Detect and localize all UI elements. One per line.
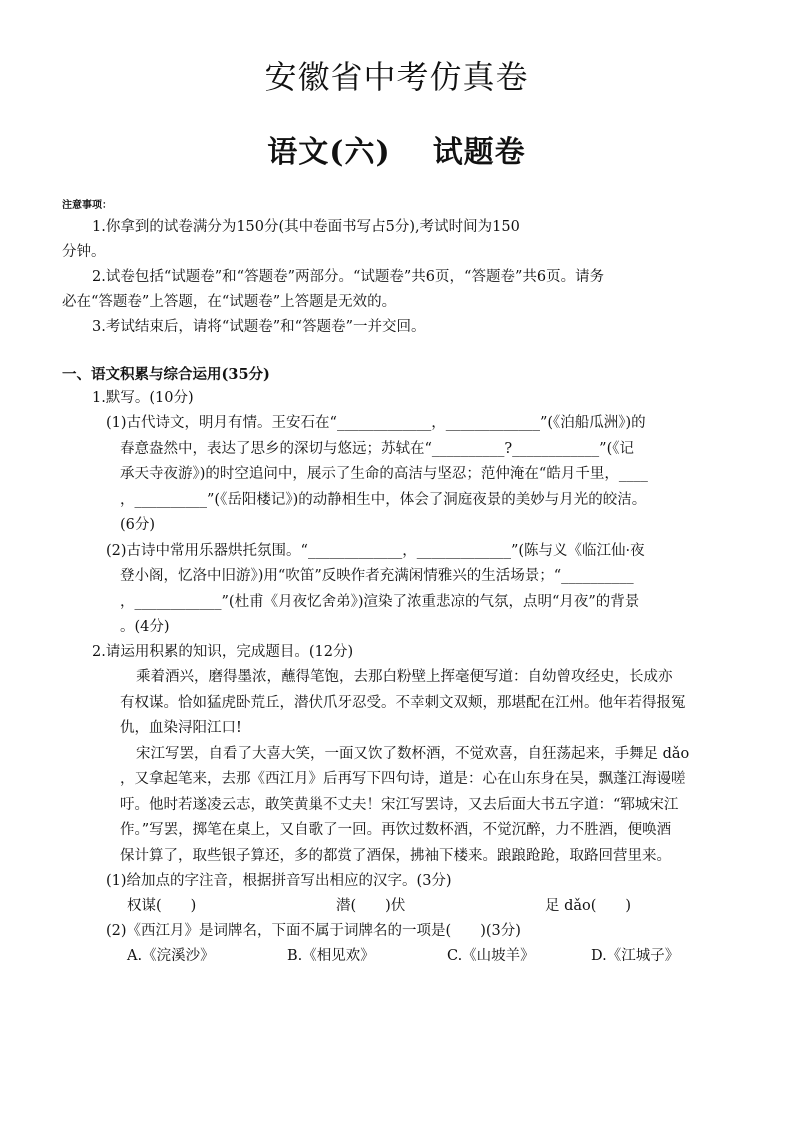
paper-label: 试题卷 (432, 135, 526, 170)
q1-line: ，____________”(杜甫《月夜忆舍弟》)渲染了浓重悲凉的气氛，点明“月夜”的背景 (120, 594, 640, 610)
exam-title: 安徽省中考仿真卷 (264, 58, 529, 96)
option-d: D.《江城子》 (591, 948, 680, 964)
section-title: 一、语文积累与综合运用(35分) (62, 366, 270, 383)
answer-blank: 足 dǎo( ) (545, 898, 632, 914)
notes-line: 必在“答题卷”上答题，在“试题卷”上答题是无效的。 (62, 294, 397, 310)
q1-line: 承天寺夜游》)的时空追问中，展示了生命的高洁与坚忍；范仲淹在“皓月千里，____ (120, 466, 648, 482)
subject-label: 语文(六) (267, 135, 391, 170)
notes-line: 分钟。 (62, 244, 106, 260)
passage-line: 吁。他时若遂凌云志，敢笑黄巢不丈夫！宋江写罢诗，又去后面大书五字道：“郓城宋江 (120, 797, 679, 813)
sub-question: (1)给加点的字注音，根据拼音写出相应的汉字。(3分) (106, 873, 452, 889)
q1-line: 春意盎然中，表达了思乡的深切与悠远；苏轼在“__________?____________”(《记 (120, 441, 635, 457)
passage-line: 有权谋。恰如猛虎卧荒丘，潜伏爪牙忍受。不幸刺文双颊，那堪配在江州。他年若得报冤 (120, 695, 686, 711)
passage-line: ，又拿起笔来，去那《西江月》后再写下四句诗，道是：心在山东身在吴，飘蓬江海谩嗟 (120, 771, 686, 787)
question-stem: 2.请运用积累的知识，完成题目。(12分) (92, 644, 354, 660)
q1-line: ，__________”(《岳阳楼记》)的动静相生中，体会了洞庭夜景的美妙与月光的皎洁。 (120, 492, 647, 508)
notes-heading: 注意事项： (62, 200, 112, 211)
q1-line: 。(4分) (120, 619, 170, 635)
passage-line: 乘着酒兴，磨得墨浓，蘸得笔饱，去那白粉壁上挥毫便写道：自幼曾攻经史，长成亦 (136, 669, 673, 685)
option-a: A.《浣溪沙》 (127, 948, 215, 964)
q1-line: (6分) (120, 517, 156, 533)
passage-line: 保计算了，取些银子算还，多的都赏了酒保，拂袖下楼来。踉踉跄跄，取路回营里来。 (120, 848, 671, 864)
notes-line: 2.试卷包括“试题卷”和“答题卷”两部分。“试题卷”共6页，“答题卷”共6页。请务 (92, 269, 605, 285)
question-stem: 1.默写。(10分) (92, 390, 194, 406)
notes-line: 1.你拿到的试卷满分为150分(其中卷面书写占5分),考试时间为150 (92, 219, 520, 235)
answer-blank: 权谋( ) (127, 898, 197, 914)
q1-line: (2)古诗中常用乐器烘托氛围。“_____________，_____________”(陈与义《临江仙·夜 (106, 543, 645, 559)
exam-subtitle (0, 127, 793, 171)
option-b: B.《相见欢》 (287, 948, 375, 964)
notes-line: 3.考试结束后，请将“试题卷”和“答题卷”一并交回。 (92, 319, 426, 335)
passage-line: 仇，血染浔阳江口! (120, 720, 242, 736)
passage-line: 作。”写罢，掷笔在桌上，又自歌了一回。再饮过数杯酒，不觉沉醉，力不胜酒，便唤酒 (120, 822, 672, 838)
sub-question: (2)《西江月》是词牌名，下面不属于词牌名的一项是( )(3分) (106, 923, 521, 939)
q1-line: (1)古代诗文，明月有情。王安石在“_____________，_____________”(《泊船瓜洲》)的 (106, 415, 646, 431)
passage-line: 宋江写罢，自看了大喜大笑，一面又饮了数杯酒，不觉欢喜，自狂荡起来，手舞足 dǎo (136, 746, 690, 762)
q1-line: 登小阁，忆洛中旧游》)用“吹笛”反映作者充满闲情雅兴的生活场景；“__________ (120, 568, 634, 584)
answer-blank: 潜( )伏 (336, 898, 406, 914)
option-c: C.《山坡羊》 (447, 948, 535, 964)
